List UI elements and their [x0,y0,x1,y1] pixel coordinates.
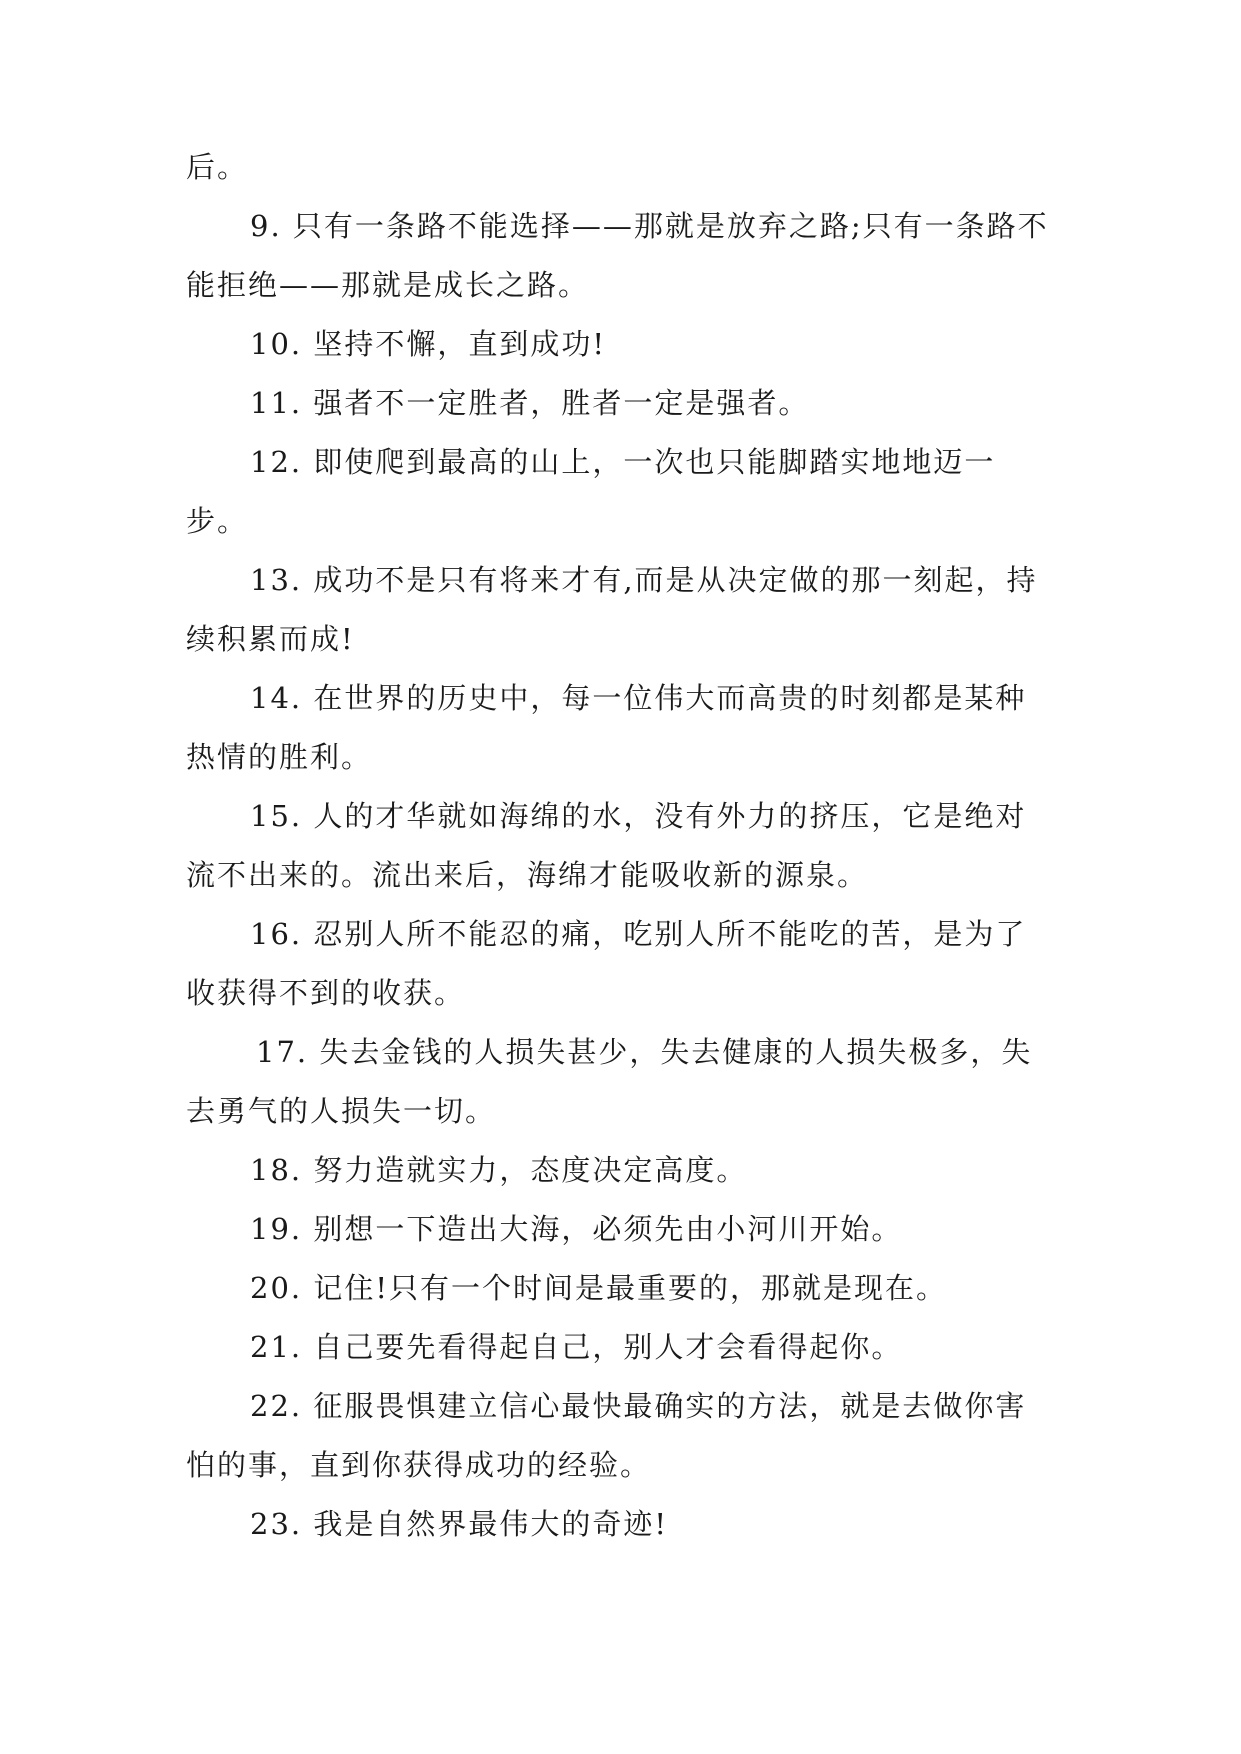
quote-21: 21. 自己要先看得起自己，别人才会看得起你。 [250,1330,903,1364]
quote-15: 15. 人的才华就如海绵的水，没有外力的挤压，它是绝对流不出来的。流出来后，海绵才能吸收新的源泉。 [186,799,1027,892]
quote-17: 17. 失去金钱的人损失甚少，失去健康的人损失极多，失去勇气的人损失一切。 [186,1035,1033,1128]
quote-22: 22. 征服畏惧建立信心最快最确实的方法，就是去做你害怕的事，直到你获得成功的经验。 [186,1389,1027,1482]
quote-10: 10. 坚持不懈，直到成功! [250,327,606,361]
quote-14: 14. 在世界的历史中，每一位伟大而高贵的时刻都是某种热情的胜利。 [186,681,1027,774]
quote-9: 9. 只有一条路不能选择——那就是放弃之路;只有一条路不能拒绝——那就是成长之路。 [186,209,1049,302]
quote-18: 18. 努力造就实力，态度决定高度。 [250,1153,748,1187]
document-body [186,138,1056,1554]
quote-20: 20. 记住!只有一个时间是最重要的，那就是现在。 [250,1271,947,1305]
quote-11: 11. 强者不一定胜者，胜者一定是强者。 [250,386,810,420]
quote-16: 16. 忍别人所不能忍的痛，吃别人所不能吃的苦，是为了收获得不到的收获。 [186,917,1027,1010]
quote-19: 19. 别想一下造出大海，必须先由小河川开始。 [250,1212,903,1246]
quote-13: 13. 成功不是只有将来才有,而是从决定做的那一刻起，持续积累而成! [186,563,1038,656]
quote-23: 23. 我是自然界最伟大的奇迹! [250,1507,668,1541]
paragraph-continuation: 后。 [186,150,249,184]
quote-12: 12. 即使爬到最高的山上，一次也只能脚踏实地地迈一步。 [186,445,996,538]
